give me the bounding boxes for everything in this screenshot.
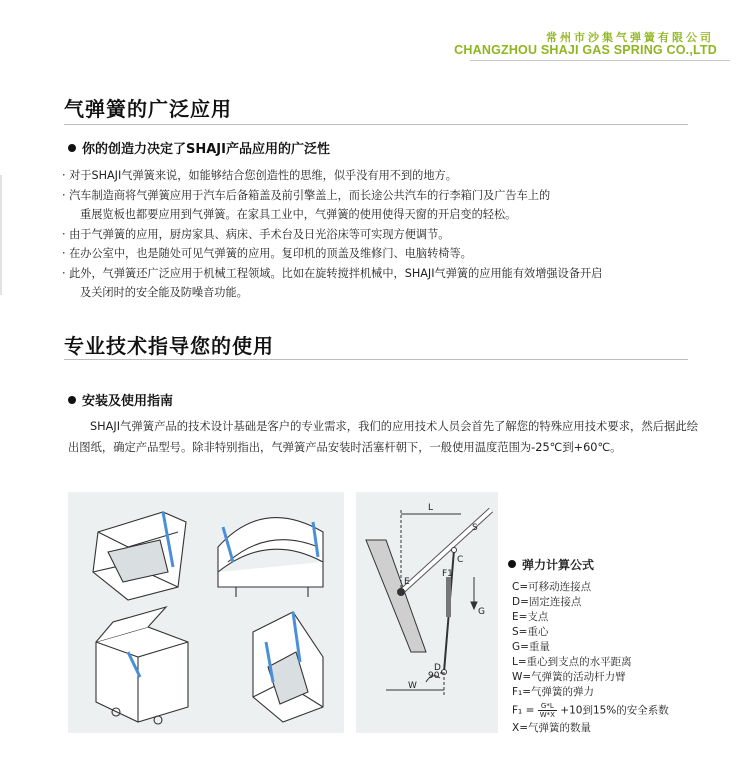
section-divider: [64, 359, 688, 360]
legend-item: F₁=气弹簧的弹力: [512, 686, 595, 698]
label-G: G: [478, 607, 485, 617]
subheading-installation: 安装及使用指南: [68, 390, 173, 409]
subheading-creativity: 你的创造力决定了SHAJI产品应用的广泛性: [68, 138, 330, 157]
list-item-continuation: 重展览板也都要应用到气弹簧。在家具工业中，气弹簧的使用使得天窗的开启变的轻松。: [80, 208, 517, 221]
installation-paragraph: SHAJI气弹簧产品的技术设计基础是客户的专业需求，我们的应用技术人员会首先了解您的特殊应用技术要求，然后据此绘出图纸，确定产品型号。除非特别指出，气弹簧产品安装时活塞杆朝下，一般使用温度范围为-25℃到+60℃。: [68, 420, 698, 454]
formula-equation: F₁ = $\frac{G*L}{W*X}$ +10到15%的安全系数: [512, 702, 669, 719]
legend-item: W=气弹簧的活动杆力臂: [512, 671, 626, 683]
list-item: · 汽车制造商将气弹簧应用于汽车后备箱盖及前引擎盖上，而长途公共汽车的行李箱门及广告车上的: [62, 188, 551, 202]
formula-fraction: $\frac{G*L}{W*X}$: [539, 702, 555, 719]
label-W: W: [408, 681, 417, 691]
bullet-icon: [68, 396, 76, 404]
applications-illustration-panel: [68, 492, 344, 733]
label-E: E: [404, 577, 410, 587]
label-D: D: [434, 663, 441, 673]
legend-item: G=重量: [512, 641, 550, 653]
label-L: L: [428, 503, 434, 513]
list-item: · 在办公室中，也是随处可见气弹簧的应用。复印机的顶盖及维修门、电脑转椅等。: [62, 247, 472, 260]
section-divider: [64, 124, 688, 125]
legend-item: L=重心到支点的水平距离: [512, 656, 632, 668]
bullet-icon: [508, 560, 516, 568]
applications-illustration: [68, 492, 344, 733]
list-item: · 对于SHAJI气弹簧来说，如能够结合您创造性的思维，似乎没有用不到的地方。: [62, 169, 457, 182]
legend-item: C=可移动连接点: [512, 581, 592, 593]
label-C: C: [457, 555, 464, 565]
list-item-continuation: 及关闭时的安全能及防噪音功能。: [80, 286, 248, 299]
formula-title: 弹力计算公式: [508, 556, 594, 573]
label-F1: F1: [442, 569, 453, 579]
company-name-cn: 常州市沙集气弹簧有限公司: [546, 31, 714, 44]
applications-list: [62, 166, 702, 303]
company-name-en: CHANGZHOU SHAJI GAS SPRING CO.,LTD: [454, 43, 717, 57]
label-angle: 90°: [428, 671, 444, 681]
force-diagram-panel: [356, 492, 498, 733]
section-title-guidance: 专业技术指导您的使用: [64, 334, 274, 358]
bullet-icon: [68, 144, 76, 152]
header-divider: [470, 60, 730, 61]
list-item: · 此外，气弹簧还广泛应用于机械工程领域。比如在旋转搅拌机械中，SHAJI气弹簧的应用能有效增强设备开启: [62, 266, 603, 280]
legend-item: D=固定连接点: [512, 596, 582, 608]
force-diagram: [356, 492, 498, 733]
legend-item: S=重心: [512, 626, 549, 638]
list-item: · 由于气弹簧的应用，厨房家具、病床、手术台及日光浴床等可实现方便调节。: [62, 227, 450, 241]
formula-legend: [512, 580, 669, 736]
legend-item: E=支点: [512, 611, 549, 623]
label-S: S: [472, 523, 478, 533]
legend-item: X=气弹簧的数量: [512, 722, 591, 734]
page-edge-mark: [0, 175, 2, 295]
section-title-applications: 气弹簧的广泛应用: [64, 97, 232, 121]
